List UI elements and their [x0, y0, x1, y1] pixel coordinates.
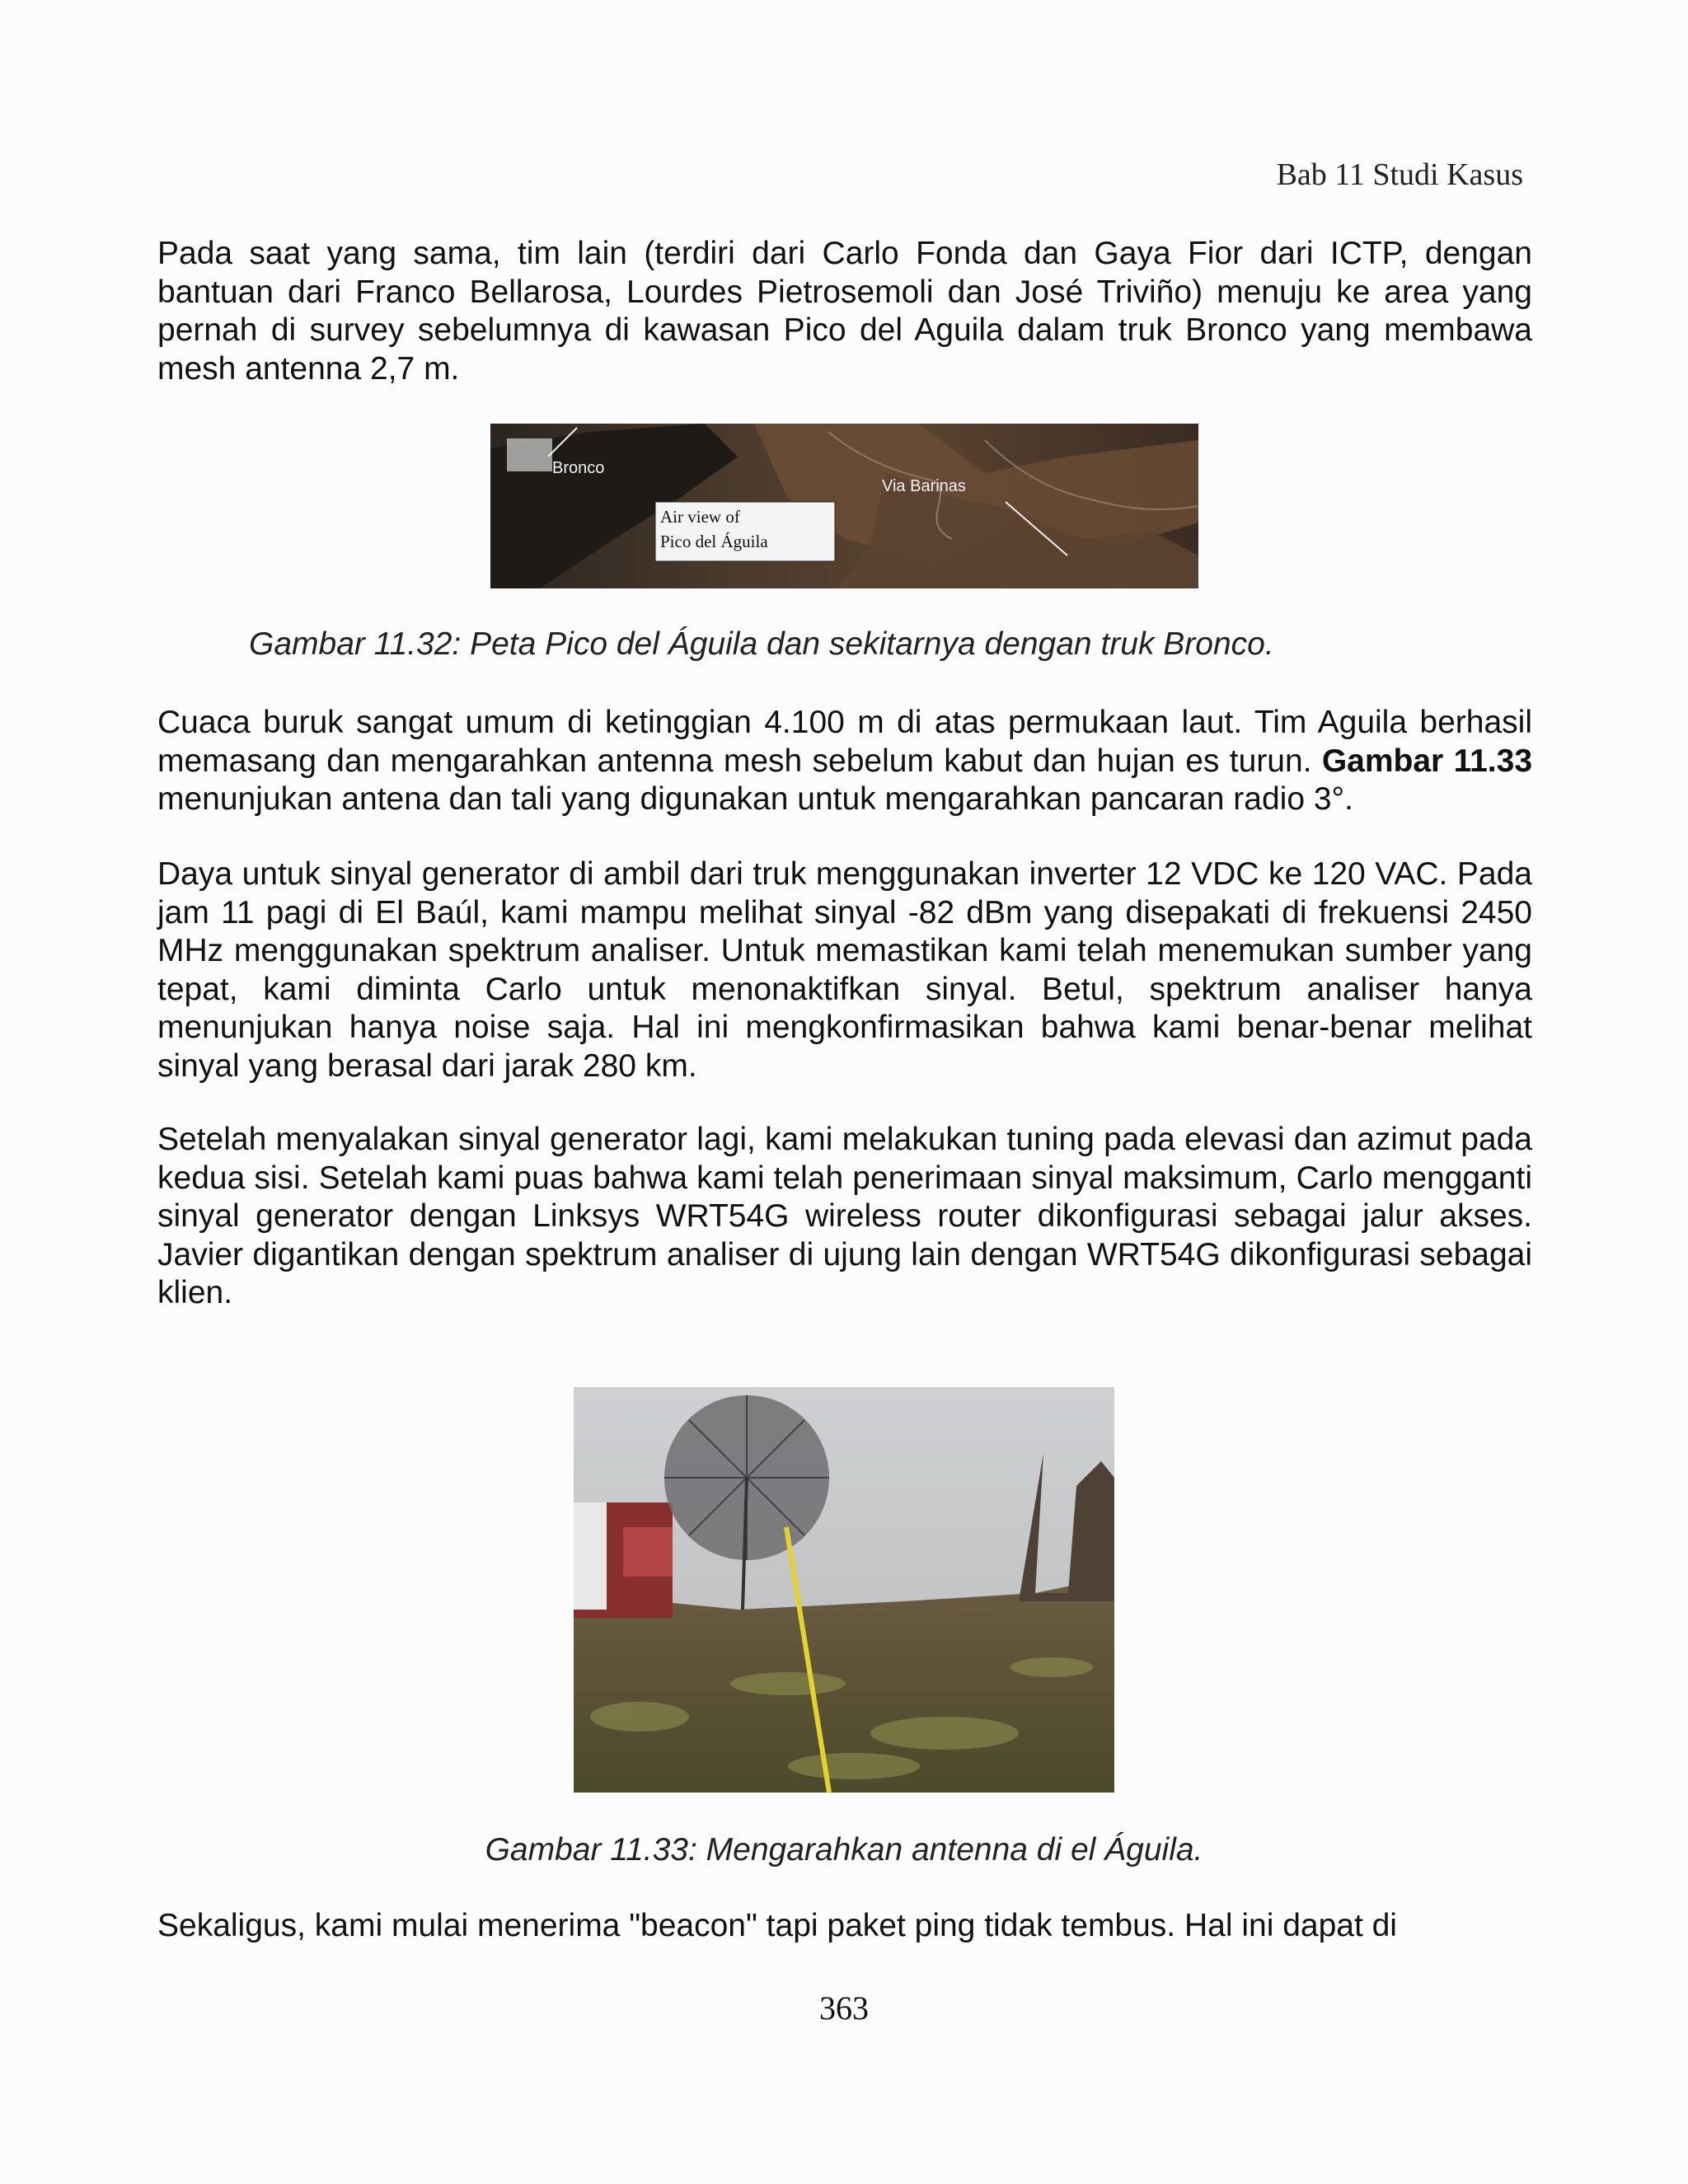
paragraph-2-text-b: menunjukan antena dan tali yang digunakan untuk mengarahkan pancaran radio 3°. — [157, 781, 1353, 817]
paragraph-1: Pada saat yang sama, tim lain (terdiri dari Carlo Fonda dan Gaya Fior dari ICTP, dengan bantuan dari Franco Bellarosa, Lourdes Pietrosemoli dan José Triviño) menuju ke area yang pernah di survey sebelumnya di kawasan Pico del Aguila dalam truk Bronco yang membawa mesh antenna 2,7 m. — [157, 236, 1532, 387]
antenna-photo-image — [574, 1387, 1114, 1793]
paragraph-2-text-a: Cuaca buruk sangat umum di ketinggian 4.100 m di atas permukaan laut. Tim Aguila berhasil memasang dan mengarahkan antenna mesh sebelum kabut dan hujan es turun. — [157, 705, 1532, 779]
figure-reference-bold: Gambar 11.33 — [1321, 743, 1533, 779]
paragraph-4: Setelah menyalakan sinyal generator lagi, kami melakukan tuning pada elevasi dan azimut pada kedua sisi. Setelah kami puas bahwa kami telah penerimaan sinyal maksimum, Carlo mengganti sinyal generator dengan Linksys WRT54G wireless router dikonfigurasi sebagai jalur akses. Javier digantikan dengan spektrum analiser di ujung lain dengan WRT54G dikonfigurasi sebagai klien. — [157, 1122, 1532, 1310]
figure-caption-11-33: Gambar 11.33: Mengarahkan antenna di el Águila. — [485, 1832, 1203, 1868]
figure-pico-del-aguila-map — [490, 424, 1198, 588]
figure-antenna-photo — [574, 1387, 1114, 1793]
aerial-map-image — [490, 424, 1198, 588]
map-box-line-2: Pico del Águila — [660, 532, 768, 551]
map-box-line-1: Air view of — [660, 507, 740, 527]
paragraph-3: Daya untuk sinyal generator di ambil dari truk menggunakan inverter 12 VDC ke 120 VAC. Pada jam 11 pagi di El Baúl, kami mampu melihat sinyal -82 dBm yang disepakati di frekuensi 2450 MHz menggunakan spektrum analiser. Untuk memastikan kami telah menemukan sumber yang tepat, kami diminta Carlo untuk menonaktifkan sinyal. Betul, spektrum analiser hanya menunjukan hanya noise saja. Hal ini mengkonfirmasikan bahwa kami benar-benar melihat sinyal yang berasal dari jarak 280 km. — [157, 856, 1532, 1084]
page-number: 363 — [819, 1990, 869, 2027]
map-label-via-barinas: Via Barinas — [882, 477, 966, 495]
paragraph-5: Sekaligus, kami mulai menerima "beacon" tapi paket ping tidak tembus. Hal ini dapat di — [157, 1908, 1397, 1943]
paragraph-2 — [157, 704, 1532, 819]
figure-caption-11-32: Gambar 11.32: Peta Pico del Águila dan sekitarnya dengan truk Bronco. — [249, 626, 1274, 662]
map-label-bronco: Bronco — [552, 459, 605, 477]
running-header: Bab 11 Studi Kasus — [1276, 157, 1523, 192]
